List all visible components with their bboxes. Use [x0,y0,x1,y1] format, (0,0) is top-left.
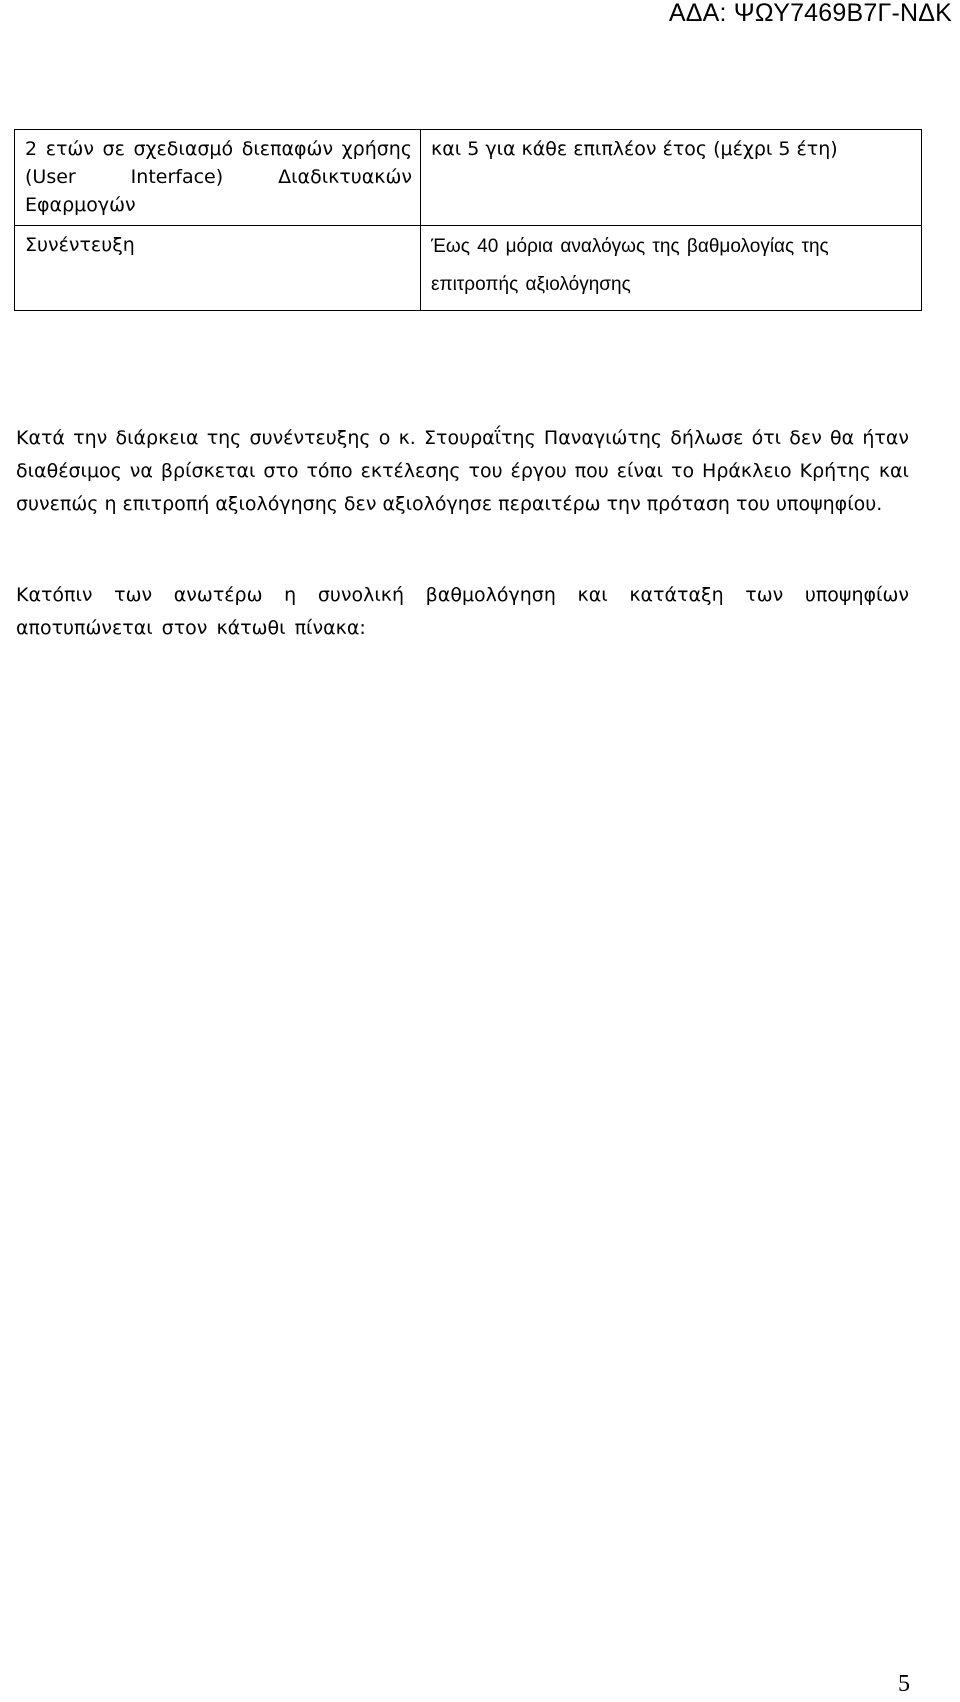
criteria-table [14,129,922,311]
page-number: 5 [898,1671,910,1697]
scoring-cell: και 5 για κάθε επιπλέον έτος (μέχρι 5 έτη) [421,130,922,226]
criterion-cell: 2 ετών σε σχεδιασμό διεπαφών χρήσης (User Interface) Διαδικτυακών Εφαρμογών [15,130,421,226]
table-row [15,130,922,226]
table-row [15,226,922,311]
ada-code-header: ΑΔΑ: ΨΩΥ7469Β7Γ-ΝΔΚ [668,0,952,27]
interview-note-paragraph: Κατά την διάρκεια της συνέντευξης ο κ. Στουραΐτης Παναγιώτης δήλωσε ότι δεν θα ήταν διαθέσιμος να βρίσκεται στο τόπο εκτέλεσης του έργου που είναι το Ηράκλειο Κρήτης και συνεπώς η επιτροπή αξιολόγησης δεν αξιολόγησε περαιτέρω την πρόταση του υποψηφίου. [16,427,909,515]
scoring-cell: Έως 40 μόρια αναλόγως της βαθμολογίας της επιτροπής αξιολόγησης [421,226,922,311]
criterion-cell: Συνέντευξη [15,226,421,311]
ranking-intro-paragraph: Κατόπιν των ανωτέρω η συνολική βαθμολόγηση και κατάταξη των υποψηφίων αποτυπώνεται στον κάτωθι πίνακα: [16,584,909,639]
